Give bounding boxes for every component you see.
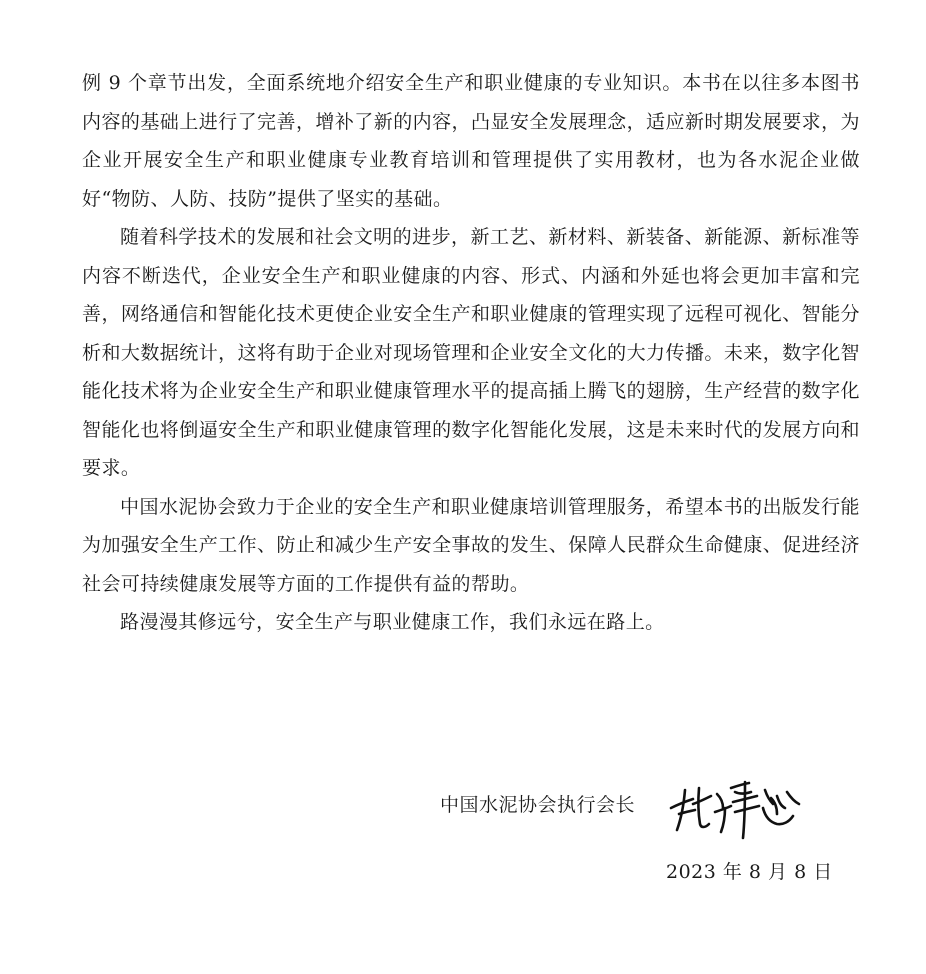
date: 2023 年 8 月 8 日	[666, 861, 833, 883]
body-text	[82, 64, 860, 642]
paragraph: 路漫漫其修远兮，安全生产与职业健康工作，我们永远在路上。	[120, 611, 665, 633]
signer-title: 中国水泥协会执行会长	[440, 794, 636, 816]
paragraph-continued: 例 9 个章节出发，全面系统地介绍安全生产和职业健康的专业知识。本书在以往多本图书内容的基础上进行了完善，增补了新的内容，凸显安全发展理念，适应新时期发展要求，为企业开展安全生产和职业健康专业教育培训和管理提供了实用教材，也为各水泥企业做好“物防、人防、技防”提供了坚实的基础。	[82, 72, 861, 210]
handwritten-signature-icon	[665, 768, 805, 843]
paragraph: 随着科学技术的发展和社会文明的进步，新工艺、新材料、新装备、新能源、新标准等内容不断迭代，企业安全生产和职业健康的内容、形式、内涵和外延也将会更加丰富和完善，网络通信和智能化技术更使企业安全生产和职业健康的管理实现了远程可视化、智能分析和大数据统计，这将有助于企业对现场管理和企业安全文化的大力传播。未来，数字化智能化技术将为企业安全生产和职业健康管理水平的提高插上腾飞的翅膀，生产经营的数字化智能化也将倒逼安全生产和职业健康管理的数字化智能化发展，这是未来时代的发展方向和要求。	[82, 226, 861, 479]
paragraph: 中国水泥协会致力于企业的安全生产和职业健康培训管理服务，希望本书的出版发行能为加强安全生产工作、防止和减少生产安全事故的发生、保障人民群众生命健康、促进经济社会可持续健康发展等方面的工作提供有益的帮助。	[82, 495, 861, 595]
